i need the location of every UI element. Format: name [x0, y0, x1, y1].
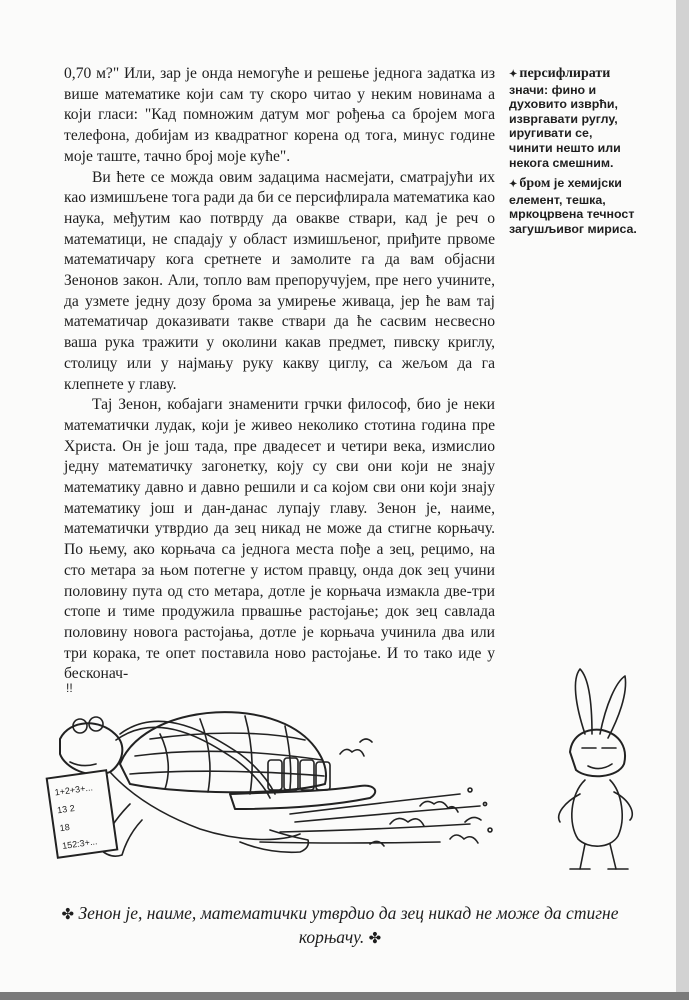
exclamation-marks: !! [66, 681, 73, 695]
note-bullet-icon: ✦ [509, 69, 518, 80]
page-edge [676, 0, 689, 1000]
glossary-definition: значи: фино и духовито изврћи, извргавати руглу, иругивати се, чинити нешто или некога смешним. [509, 82, 621, 170]
paragraph: Тај Зенон, кобајаги знаменити грчки философ, био је неки математички лудак, који је живео неколико стотина година пре Христа. Он је још тада, пре двадесет и четири века, измислио једну математичку загонетку, коју су сви они који не знају математику давно и давно решили и са којом сви они који знају математику још и дан-данас лупају главу. Зенон је, наиме, математички утврдио да зец никад не може да стигне корњачу. По њему, ако корњача са једнога места пође а зец, рецимо, на сто метара за њом потегне у истом правцу, онда док зец учини половину пута од сто метара, дотле је корњача измакла две-три стопе и тиме продужила првашње растојање; док зец савлада половину новога растојања, дотле је корњача учинила два или три корака, те опет поставила ново растојање. И то тако иде у бесконач- [64, 396, 495, 683]
glossary-definition: је хемијски елемент, тешка, мркоцрвена течност загушљивог мириса. [509, 176, 637, 236]
turtle-and-rabbit-illustration [40, 664, 640, 890]
glossary-term: персифлирати [519, 66, 611, 81]
board-text: 1+2+3+... [54, 782, 94, 798]
margin-notes [509, 66, 637, 243]
note-bullet-icon: ✦ [509, 179, 518, 191]
scan-border [0, 992, 689, 1000]
chalkboard [47, 770, 118, 858]
ornament-icon: ✤ [61, 907, 75, 923]
board-text: 13 2 [56, 803, 76, 816]
glossary-note [509, 176, 637, 236]
figure-caption [50, 902, 630, 950]
glossary-term: бром [519, 176, 551, 192]
board-text: 152:3+... [61, 836, 98, 852]
caption-text: Зенон је, наиме, математички утврдио да зец никад не може да стигне корњачу. [78, 903, 619, 947]
ornament-icon: ✤ [368, 931, 382, 947]
board-text: 18 [59, 821, 71, 834]
body-text [64, 64, 495, 685]
paragraph: 0,70 м?" Или, зар је онда немогуће и решење једнога задатка из више математике који сам ту скоро читао у неким новинама а који гласи: "Кад помножим датум мог рођења са бројем мога телефона, добијам из квадратног корена од тога, минус године моје таште, тачно број моје куће". [64, 65, 495, 165]
paragraph: Ви ћете се можда овим задацима насмејати, сматрајући их као измишљене тога ради да би се персифлирала математика као наука, међутим као потврду да овакве ствари, кад је реч о математици, не спадају у област измишљеног, приђите првоме математичару кога сретнете и замолите га да вам објасни Зенонов закон. Али, топло вам препоручујем, пре него учините, да узмете једну дозу брома за умирење живаца, јер ће вам тај математичар доказивати такве ствари да ће сасвим несвесно ваша рука тражити у околини какав предмет, пивску криглу, столицу или у најмању руку какву циглу, са жељом да га клепнете у главу. [64, 168, 495, 393]
rabbit-icon [559, 669, 633, 869]
glossary-note [509, 66, 637, 170]
